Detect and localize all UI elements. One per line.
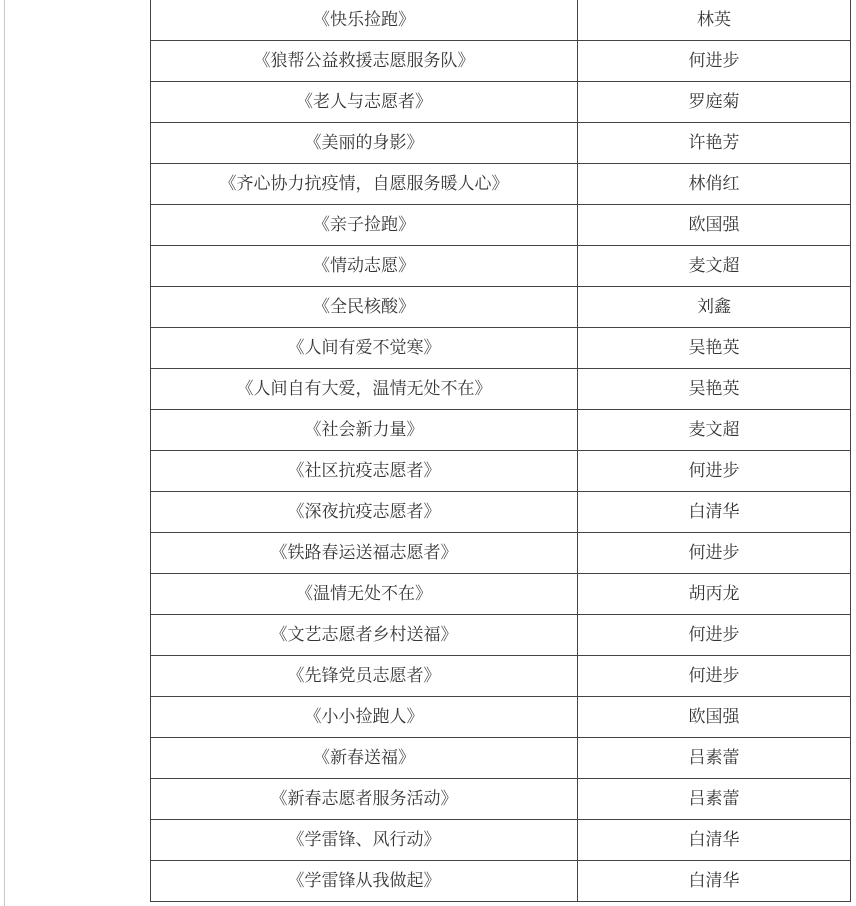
- author-cell: 吴艳英: [578, 369, 851, 410]
- table-row: [151, 0, 851, 41]
- author-cell: 白清华: [578, 492, 851, 533]
- work-title-cell: 《快乐捡跑》: [151, 0, 578, 41]
- author-cell: 许艳芳: [578, 123, 851, 164]
- work-title-cell: 《新春送福》: [151, 738, 578, 779]
- work-title-cell: 《温情无处不在》: [151, 574, 578, 615]
- table-row: [151, 82, 851, 123]
- work-title-cell: 《人间有爱不觉寒》: [151, 328, 578, 369]
- author-cell: 何进步: [578, 533, 851, 574]
- author-cell: 刘鑫: [578, 287, 851, 328]
- author-cell: 何进步: [578, 656, 851, 697]
- work-title-cell: 《人间自有大爱，温情无处不在》: [151, 369, 578, 410]
- author-cell: 吕素蕾: [578, 779, 851, 820]
- table-row: [151, 533, 851, 574]
- table-row: [151, 205, 851, 246]
- work-title-cell: 《新春志愿者服务活动》: [151, 779, 578, 820]
- table-row: [151, 615, 851, 656]
- work-title-cell: 《美丽的身影》: [151, 123, 578, 164]
- author-cell: 林英: [578, 0, 851, 41]
- works-table: [150, 0, 851, 902]
- table-row: [151, 41, 851, 82]
- table-row: [151, 287, 851, 328]
- work-title-cell: 《社会新力量》: [151, 410, 578, 451]
- work-title-cell: 《学雷锋、风行动》: [151, 820, 578, 861]
- author-cell: 林俏红: [578, 164, 851, 205]
- table-row: [151, 451, 851, 492]
- work-title-cell: 《铁路春运送福志愿者》: [151, 533, 578, 574]
- table-row: [151, 410, 851, 451]
- table-row: [151, 656, 851, 697]
- table-row: [151, 820, 851, 861]
- work-title-cell: 《先锋党员志愿者》: [151, 656, 578, 697]
- work-title-cell: 《狼帮公益救援志愿服务队》: [151, 41, 578, 82]
- table-row: [151, 246, 851, 287]
- author-cell: 何进步: [578, 41, 851, 82]
- table-row: [151, 369, 851, 410]
- author-cell: 白清华: [578, 820, 851, 861]
- table-row: [151, 779, 851, 820]
- author-cell: 胡丙龙: [578, 574, 851, 615]
- author-cell: 欧国强: [578, 205, 851, 246]
- work-title-cell: 《学雷锋从我做起》: [151, 861, 578, 902]
- author-cell: 何进步: [578, 615, 851, 656]
- table-row: [151, 861, 851, 902]
- author-cell: 麦文超: [578, 410, 851, 451]
- table-row: [151, 697, 851, 738]
- work-title-cell: 《老人与志愿者》: [151, 82, 578, 123]
- table-row: [151, 328, 851, 369]
- author-cell: 吕素蕾: [578, 738, 851, 779]
- work-title-cell: 《情动志愿》: [151, 246, 578, 287]
- work-title-cell: 《小小捡跑人》: [151, 697, 578, 738]
- author-cell: 白清华: [578, 861, 851, 902]
- work-title-cell: 《全民核酸》: [151, 287, 578, 328]
- table-row: [151, 123, 851, 164]
- table-row: [151, 574, 851, 615]
- table-row: [151, 738, 851, 779]
- work-title-cell: 《深夜抗疫志愿者》: [151, 492, 578, 533]
- table-row: [151, 492, 851, 533]
- author-cell: 罗庭菊: [578, 82, 851, 123]
- work-title-cell: 《齐心协力抗疫情，自愿服务暖人心》: [151, 164, 578, 205]
- author-cell: 何进步: [578, 451, 851, 492]
- author-cell: 欧国强: [578, 697, 851, 738]
- table-row: [151, 164, 851, 205]
- author-cell: 吴艳英: [578, 328, 851, 369]
- work-title-cell: 《社区抗疫志愿者》: [151, 451, 578, 492]
- work-title-cell: 《亲子捡跑》: [151, 205, 578, 246]
- work-title-cell: 《文艺志愿者乡村送福》: [151, 615, 578, 656]
- author-cell: 麦文超: [578, 246, 851, 287]
- works-table-body: [151, 0, 851, 902]
- content-left-border: [4, 0, 5, 906]
